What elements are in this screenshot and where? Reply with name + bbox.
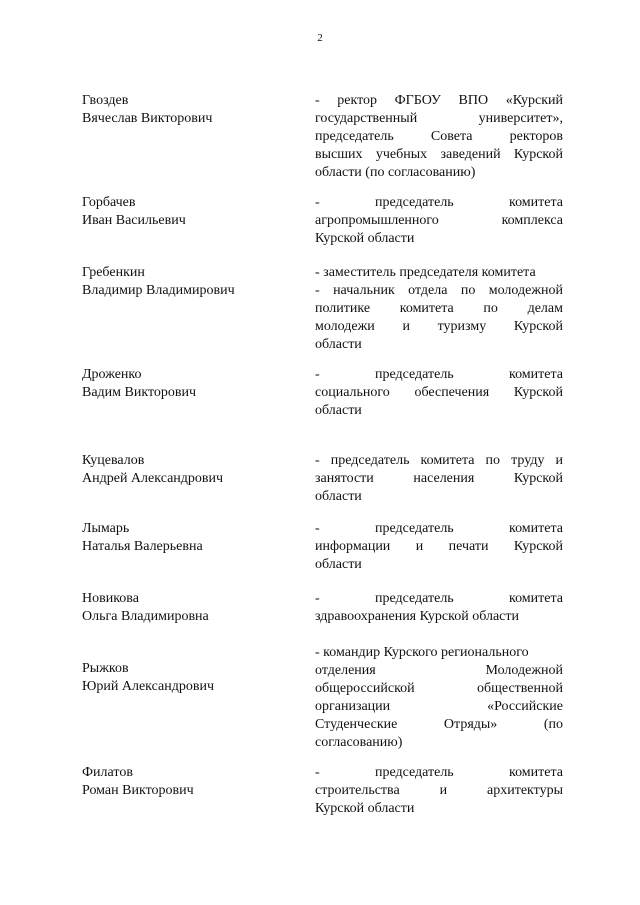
role-line: занятости населения Курской [315,471,563,486]
member-given-names: Ольга Владимировна [82,609,209,624]
member-role [315,92,563,182]
role-line: председатель Совета ректоров [315,129,563,144]
member-role [315,644,563,752]
role-line: - председатель комитета [315,195,563,210]
member-name [82,452,297,488]
role-line: организации «Российские [315,699,563,714]
role-line: социального обеспечения Курской [315,385,563,400]
role-line: информации и печати Курской [315,539,563,554]
role-line: области [315,337,362,352]
member-surname: Куцевалов [82,453,145,468]
role-line: Студенческие Отряды» (по [315,717,563,732]
member-name [82,194,297,230]
role-line: Курской области [315,231,415,246]
member-name [82,590,297,626]
member-name [82,264,297,300]
member-role [315,264,563,354]
member-surname: Новикова [82,591,139,606]
member-name [82,520,297,556]
role-line: - председатель комитета [315,521,563,536]
role-line: - начальник отдела по молодежной [315,283,563,298]
role-line: строительства и архитектуры [315,783,563,798]
member-surname: Лымарь [82,521,130,536]
role-line: области (по согласованию) [315,165,476,180]
page-number: 2 [317,32,323,44]
member-role [315,590,563,626]
member-given-names: Вадим Викторович [82,385,197,400]
member-name [82,366,297,402]
member-surname: Рыжков [82,661,129,676]
member-given-names: Андрей Александрович [82,471,224,486]
role-line: здравоохранения Курской области [315,609,520,624]
member-given-names: Роман Викторович [82,783,194,798]
role-line: области [315,489,362,504]
member-given-names: Иван Васильевич [82,213,186,228]
member-role [315,194,563,248]
role-line: Курской области [315,801,415,816]
role-line: агропромышленного комплекса [315,213,563,228]
member-name [82,92,297,128]
member-surname: Филатов [82,765,133,780]
member-name [82,660,297,696]
member-given-names: Наталья Валерьевна [82,539,203,554]
role-line: области [315,403,362,418]
member-given-names: Вячеслав Викторович [82,111,213,126]
member-surname: Гребенкин [82,265,145,280]
member-role [315,764,563,818]
member-role [315,452,563,506]
role-line: государственный университет», [315,111,563,126]
role-line: - председатель комитета [315,591,563,606]
role-line: согласованию) [315,735,403,750]
member-name [82,764,297,800]
role-line: молодежи и туризму Курской [315,319,563,334]
member-role [315,366,563,420]
role-line: общероссийской общественной [315,681,563,696]
member-surname: Гвоздев [82,93,129,108]
role-line: - председатель комитета [315,367,563,382]
role-line: - председатель комитета [315,765,563,780]
role-line: - ректор ФГБОУ ВПО «Курский [315,93,563,108]
role-line: политике комитета по делам [315,301,563,316]
member-given-names: Владимир Владимирович [82,283,235,298]
member-surname: Дроженко [82,367,142,382]
role-line: - председатель комитета по труду и [315,453,563,468]
role-line: отделения Молодежной [315,663,563,678]
role-line: области [315,557,362,572]
role-line: - заместитель председателя комитета [315,265,536,280]
member-given-names: Юрий Александрович [82,679,214,694]
role-line: высших учебных заведений Курской [315,147,563,162]
role-line: - командир Курского регионального [315,645,529,660]
member-surname: Горбачев [82,195,136,210]
member-role [315,520,563,574]
